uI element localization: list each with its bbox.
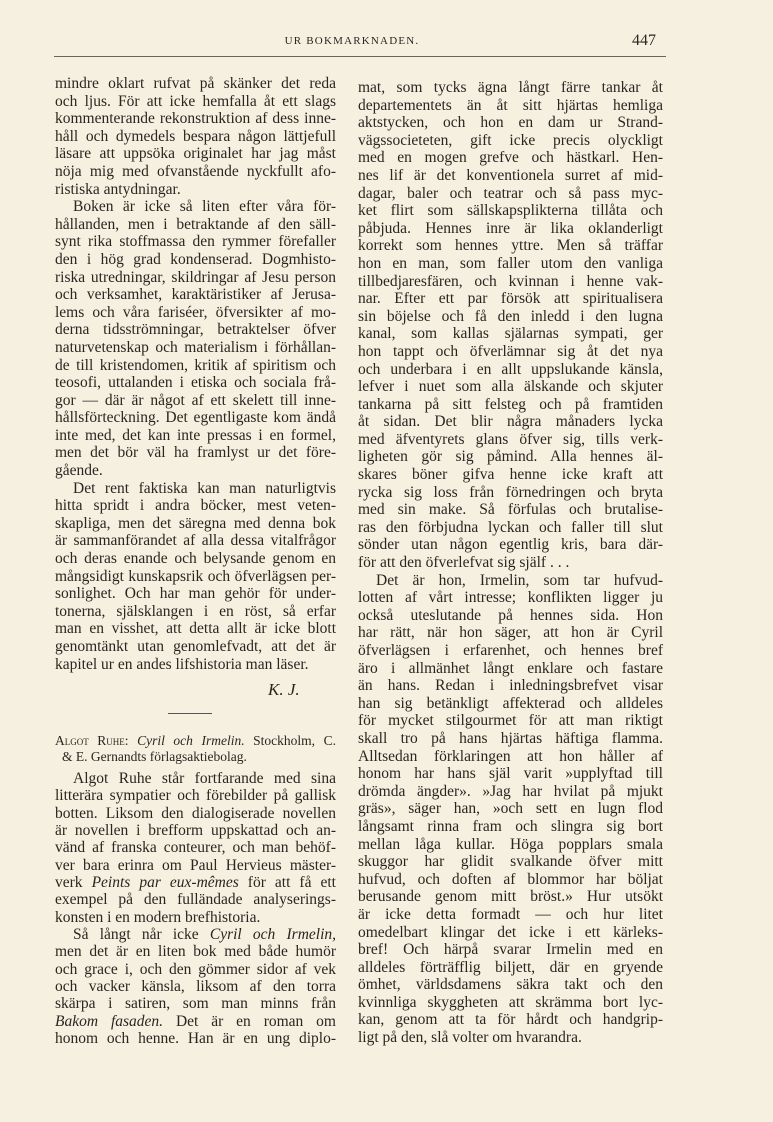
text-segment: och vacker känsla, liksom af den torra <box>55 978 336 996</box>
text-line <box>358 361 663 379</box>
text-segment: exempel på den fulländade analyserings- <box>55 891 336 909</box>
text-segment: bref! Och härpå svarar Irmelin med en <box>358 941 663 959</box>
text-line <box>358 871 663 889</box>
text-segment: tillbedjaresfären, och kvinnan i henne vak- <box>358 272 663 290</box>
text-line <box>55 480 336 498</box>
text-line <box>55 839 336 856</box>
paragraph <box>358 79 663 572</box>
text-line <box>55 926 336 943</box>
text-line <box>55 145 336 163</box>
text-segment: lotten af vårt intresse; konflikten ligger ju <box>358 589 663 607</box>
text-line <box>55 1013 336 1030</box>
text-segment: dagar, baler och teatrar och så pass myc- <box>358 184 663 202</box>
text-line <box>358 765 663 783</box>
text-line <box>55 550 336 568</box>
text-line <box>55 603 336 621</box>
text-segment: drömda ängder». »Jag har hvilat på mjukt <box>358 782 663 800</box>
text-segment: nar. Efter ett par försök att spiritualisera <box>358 290 663 308</box>
text-line <box>55 110 336 128</box>
text-segment: men det bör väl ha framlyst ur det före- <box>55 444 336 462</box>
text-segment: Det är hon, Irmelin, som tar hufvud- <box>376 571 663 589</box>
text-segment: kan, genom att ta för hårdt och handgrip- <box>358 1011 663 1029</box>
text-line <box>55 822 336 839</box>
italic-title: Cyril och Irmelin, <box>209 926 337 944</box>
text-segment: tonerna, själsklangen i en röst, så erfar <box>55 602 336 620</box>
text-segment: inte med, det kan inte pressas i en formel, <box>55 426 336 444</box>
text-segment: hon tappt och öfverlämnar sig åt det nya <box>358 342 663 360</box>
text-line <box>55 269 336 287</box>
text-segment: långsamt rinna fram och slingra sig bort <box>358 817 663 835</box>
text-segment: verk <box>55 874 92 892</box>
text-line <box>55 216 336 234</box>
review-author: Algot Ruhe: <box>55 733 129 748</box>
signature: K. J. <box>268 680 300 699</box>
text-segment: tankarna på sitt felsteg och på framtiden <box>358 395 663 413</box>
text-line <box>358 554 663 572</box>
text-segment: riska utredningar, skildringar af Jesu person <box>55 268 336 286</box>
text-line <box>358 976 663 994</box>
text-line <box>358 888 663 906</box>
text-segment: Alltsedan förklaringen att hon håller af <box>358 747 663 765</box>
text-segment: också uteslutande på hennes sida. Hon <box>358 606 663 624</box>
review-body-text <box>55 770 336 1048</box>
text-segment: kommenterande rekonstruktion af dess inne- <box>55 110 336 128</box>
text-line <box>55 497 336 515</box>
text-line <box>358 994 663 1012</box>
paragraph <box>55 926 336 1047</box>
text-line <box>358 343 663 361</box>
text-line <box>358 677 663 695</box>
text-line <box>358 202 663 220</box>
text-line <box>358 712 663 730</box>
text-line <box>55 978 336 995</box>
text-segment: Det är en roman om <box>163 1012 336 1030</box>
text-segment: synt rika stoffmassa den rymmer förefaller <box>55 233 336 251</box>
text-segment: Algot Ruhe står fortfarande med sina <box>73 770 336 787</box>
text-line <box>358 906 663 924</box>
text-line <box>358 536 663 554</box>
text-line <box>55 532 336 550</box>
text-line <box>358 431 663 449</box>
review-heading-line-1 <box>55 733 336 749</box>
text-segment: rycka sig loss från förnedringen och bryta <box>358 483 663 501</box>
text-segment: sin böjelse och få den inledd i den lugna <box>358 307 663 325</box>
text-line <box>358 818 663 836</box>
text-segment: lems och våra fariséer, öfversikter af mo- <box>55 303 336 321</box>
text-segment: lefver i nuet som alla älskande och skjuter <box>358 378 663 396</box>
text-line <box>358 959 663 977</box>
text-line <box>358 378 663 396</box>
text-segment: hitta spridt i andra böcker, mest veten- <box>55 497 336 515</box>
text-segment: alldeles förträfflig biljett, där en gryende <box>358 958 663 976</box>
text-line <box>358 97 663 115</box>
text-line <box>55 891 336 908</box>
text-segment: mindre oklart rufvat på skänker det reda <box>55 75 336 92</box>
text-segment: vägssocieteten, gift icke precis olyckligt <box>358 131 663 149</box>
text-segment: teosofi, uttalanden i etiska och sociala frå- <box>55 374 336 392</box>
text-segment: är sammanförandet af alla dessa vitalfrågor <box>55 532 336 550</box>
text-segment: Det rent faktiska kan man naturligtvis <box>73 479 336 497</box>
text-segment: konsten i en modern brefhistoria. <box>55 908 261 926</box>
text-line <box>358 607 663 625</box>
running-header <box>0 34 773 52</box>
text-segment: litterära sympatier och förebilder på gallisk <box>55 787 336 805</box>
text-line <box>55 339 336 357</box>
text-line <box>55 181 336 199</box>
text-line <box>358 748 663 766</box>
text-line <box>358 308 663 326</box>
text-segment: hon en man, som faller utom den vanliga <box>358 254 663 272</box>
text-line <box>55 374 336 392</box>
text-line <box>358 413 663 431</box>
text-line <box>358 924 663 942</box>
text-segment: än hans. Redan i inledningsbrefvet visar <box>358 677 663 695</box>
text-segment: naturvetenskap och materialism i förhållan- <box>55 338 336 356</box>
text-line <box>55 1030 336 1047</box>
italic-title: Peints par eux-mêmes <box>91 874 239 892</box>
text-line <box>358 519 663 537</box>
text-line <box>358 853 663 871</box>
text-segment: och ljus. För att icke hemfalla åt ett slags <box>55 92 336 110</box>
text-line <box>55 128 336 146</box>
text-segment: för att den öfverlefvat sig själf . . . <box>358 554 570 572</box>
text-line <box>358 255 663 273</box>
text-line <box>358 572 663 590</box>
text-segment: gående. <box>55 462 103 480</box>
text-line <box>55 93 336 111</box>
italic-title: Bakom fasaden. <box>55 1012 164 1030</box>
text-line <box>55 568 336 586</box>
text-segment: omedelbart klingar det icke i ett kärleks- <box>358 923 663 941</box>
text-line <box>55 444 336 462</box>
text-line <box>358 783 663 801</box>
text-line <box>358 695 663 713</box>
text-line <box>55 304 336 322</box>
text-line <box>358 149 663 167</box>
text-line <box>358 466 663 484</box>
text-line <box>55 787 336 804</box>
text-segment: ristiska antydningar. <box>55 180 181 198</box>
text-segment: ket flirt som sällskapsplikterna tillåta och <box>358 202 663 220</box>
text-segment: och verksamhet, karaktäristiker af Jerusa- <box>55 286 336 304</box>
paragraph <box>55 198 336 480</box>
text-segment: departementets än åt sitt hjärtas hemliga <box>358 96 663 114</box>
header-rule <box>54 56 666 57</box>
text-segment: honom har hans själ varit »upplyftad till <box>358 765 663 783</box>
text-line <box>358 800 663 818</box>
text-line <box>55 321 336 339</box>
text-segment: den i hög grad kondenserad. Dogmhisto- <box>55 250 336 268</box>
text-segment: Boken är icke så liten efter våra för- <box>73 198 336 216</box>
text-line <box>55 286 336 304</box>
text-segment: för mycket stilgourmet för att man riktigt <box>358 712 663 730</box>
text-segment: ömhet, världsdamens säkra takt och den <box>358 976 663 994</box>
review-place: Stockholm, C. <box>253 733 336 748</box>
text-segment: öfverlägsen i erfarenhet, och hennes bref <box>358 642 663 659</box>
text-line <box>55 75 336 93</box>
text-line <box>55 163 336 181</box>
text-line <box>55 995 336 1012</box>
text-segment: sönder utan någon egentlig kris, bara där- <box>358 536 663 554</box>
text-line <box>55 874 336 891</box>
text-segment: ras den förbjudna lyckan och faller till slut <box>358 518 663 536</box>
text-segment: aktstycken, och hon en dam ur Strand- <box>358 114 663 132</box>
text-line <box>358 501 663 519</box>
text-line <box>55 961 336 978</box>
text-line <box>55 515 336 533</box>
text-segment: hufvud, och doften af blommor har böljat <box>358 870 663 888</box>
text-line <box>55 638 336 656</box>
text-segment: äro i allmänhet långt enklare och fastare <box>358 659 663 677</box>
text-segment: för att få ett <box>238 874 336 892</box>
text-line <box>55 857 336 874</box>
text-line <box>358 448 663 466</box>
text-segment: skall tro på hans hjärtas häftiga flamma. <box>358 729 663 747</box>
text-line <box>55 770 336 787</box>
text-line <box>358 1029 663 1047</box>
text-segment: med äfventyrets glans öfver sig, tills verk- <box>358 430 663 448</box>
text-segment: gor — där är något af ett skelett till inne- <box>55 391 336 409</box>
text-line <box>55 805 336 822</box>
text-line <box>358 273 663 291</box>
text-segment: skapliga, men det säregna med denna bok <box>55 514 336 532</box>
text-segment: han sig betänkligt affekterad och alldeles <box>358 694 663 712</box>
text-segment: gräs», säger han, »och sett en lugn flod <box>358 800 663 818</box>
text-line <box>358 167 663 185</box>
text-line <box>55 427 336 445</box>
text-line <box>358 290 663 308</box>
paragraph <box>55 480 336 674</box>
page-number: 447 <box>632 32 656 49</box>
section-divider <box>168 713 212 714</box>
text-segment: kvinnliga skyggheten att skrämma bort lyc- <box>358 993 663 1011</box>
paragraph <box>55 75 336 198</box>
text-segment: har rätt, när hon säger, att hon är Cyril <box>358 624 663 642</box>
text-line <box>55 233 336 251</box>
text-segment: nöja mig med ofvanstående nyckfullt afo- <box>55 162 336 180</box>
text-line <box>55 357 336 375</box>
text-line <box>358 589 663 607</box>
text-line <box>358 730 663 748</box>
text-segment: nes lif är det konventionela surret af mid- <box>358 166 663 184</box>
text-segment: är icke detta formadt — och hur litet <box>358 905 663 923</box>
text-segment: mångsidigt kunskapsrik och öfverlägsen per- <box>55 567 336 585</box>
text-segment: påbjuda. Hennes inre är lika oklanderligt <box>358 219 663 237</box>
text-line <box>55 462 336 480</box>
review-book-title: Cyril och Irmelin. <box>137 733 245 748</box>
text-line <box>358 396 663 414</box>
text-segment: ver bara erinra om Paul Hervieus mäster- <box>55 856 336 874</box>
text-segment: hållsförteckning. Det egentligaste kom ändå <box>55 409 336 427</box>
paragraph <box>358 572 663 1047</box>
right-column-text <box>358 79 663 1047</box>
text-segment: sonlighet. Och har man gehör för under- <box>55 585 336 603</box>
text-segment: åt sidan. Det blir några månaders lycka <box>358 413 663 431</box>
text-line <box>55 409 336 427</box>
paragraph <box>55 770 336 926</box>
text-segment: med en mogen grefve och hästkarl. Hen- <box>358 149 663 167</box>
text-segment: berusande genom mitt bröst.» Hur utsökt <box>358 888 663 906</box>
text-segment: håll och dymedels bespara någon lättjefull <box>55 127 336 145</box>
text-segment: Så långt når icke <box>73 926 210 944</box>
text-segment: botten. Liksom den dialogiserade novellen <box>55 804 336 822</box>
review-heading <box>55 733 336 765</box>
text-line <box>55 909 336 926</box>
text-segment: korrekt som hennes yttre. Men så träffar <box>358 237 663 255</box>
text-segment: mat, som tycks ägna långt färre tankar åt <box>358 79 663 96</box>
text-line <box>55 585 336 603</box>
text-segment: läsare att uppsöka originalet har jag måst <box>55 145 336 163</box>
text-segment: kanal, som kallas själarnas sympati, ger <box>358 325 663 343</box>
text-segment: och deras enande och belysande genom en <box>55 550 336 568</box>
text-line <box>358 660 663 678</box>
text-segment: honom och henne. Han är en ung diplo- <box>55 1030 336 1048</box>
text-segment: de till kristendomen, kritik af spiritism och <box>55 356 336 374</box>
text-segment: ligt på den, slå volter om hvarandra. <box>358 1029 582 1047</box>
text-line <box>358 642 663 660</box>
text-line <box>358 325 663 343</box>
text-line <box>358 79 663 97</box>
text-line <box>358 237 663 255</box>
text-line <box>358 185 663 203</box>
text-segment: med sin make. Så förfulas och brutalise- <box>358 501 663 519</box>
text-segment: skärpa i satiren, som man minns från <box>55 995 336 1013</box>
text-line <box>358 941 663 959</box>
text-line <box>55 943 336 960</box>
text-line <box>358 624 663 642</box>
text-line <box>358 220 663 238</box>
text-line <box>55 198 336 216</box>
text-line <box>358 114 663 132</box>
running-title: UR BOKMARKNADEN. <box>284 35 420 47</box>
text-segment: vänd af franska conteurer, och man behöf- <box>55 839 336 857</box>
text-segment: ligheten gör sig påmind. Alla hennes äl- <box>358 448 663 466</box>
text-segment: och grace i, och den gömmer sidor af vek <box>55 960 336 978</box>
text-line <box>358 132 663 150</box>
text-segment: hållanden, men i betraktande af den säll- <box>55 215 336 233</box>
text-segment: är novellen i brefform uppskattad och an- <box>55 822 336 840</box>
text-segment: genomtänkt utan genomlefvadt, att det är <box>55 638 336 655</box>
text-line <box>55 656 336 674</box>
text-line <box>358 836 663 854</box>
text-segment: skuggor har glidit svalkande öfver mitt <box>358 853 663 871</box>
text-segment: mellan låga kullar. Höga popplars smala <box>358 835 663 853</box>
text-segment: derna tidsströmningar, betraktelser öfver <box>55 321 336 339</box>
left-column-text <box>55 75 336 673</box>
text-segment: och underbara i en allt uppslukande känsla, <box>358 360 663 378</box>
review-publisher: & E. Gernandts förlagsaktiebolag. <box>62 749 247 764</box>
text-segment: man en visshet, att detta allt är icke blott <box>55 620 336 638</box>
text-segment: skares böner gifva henne icke kraft att <box>358 466 663 484</box>
text-segment: men det är en liten bok med både humör <box>55 943 336 961</box>
text-line <box>358 1011 663 1029</box>
text-line <box>55 251 336 269</box>
text-line <box>55 392 336 410</box>
text-line <box>55 620 336 638</box>
text-line <box>358 484 663 502</box>
text-segment: kapitel ur en andes lifshistoria man läser. <box>55 655 309 673</box>
